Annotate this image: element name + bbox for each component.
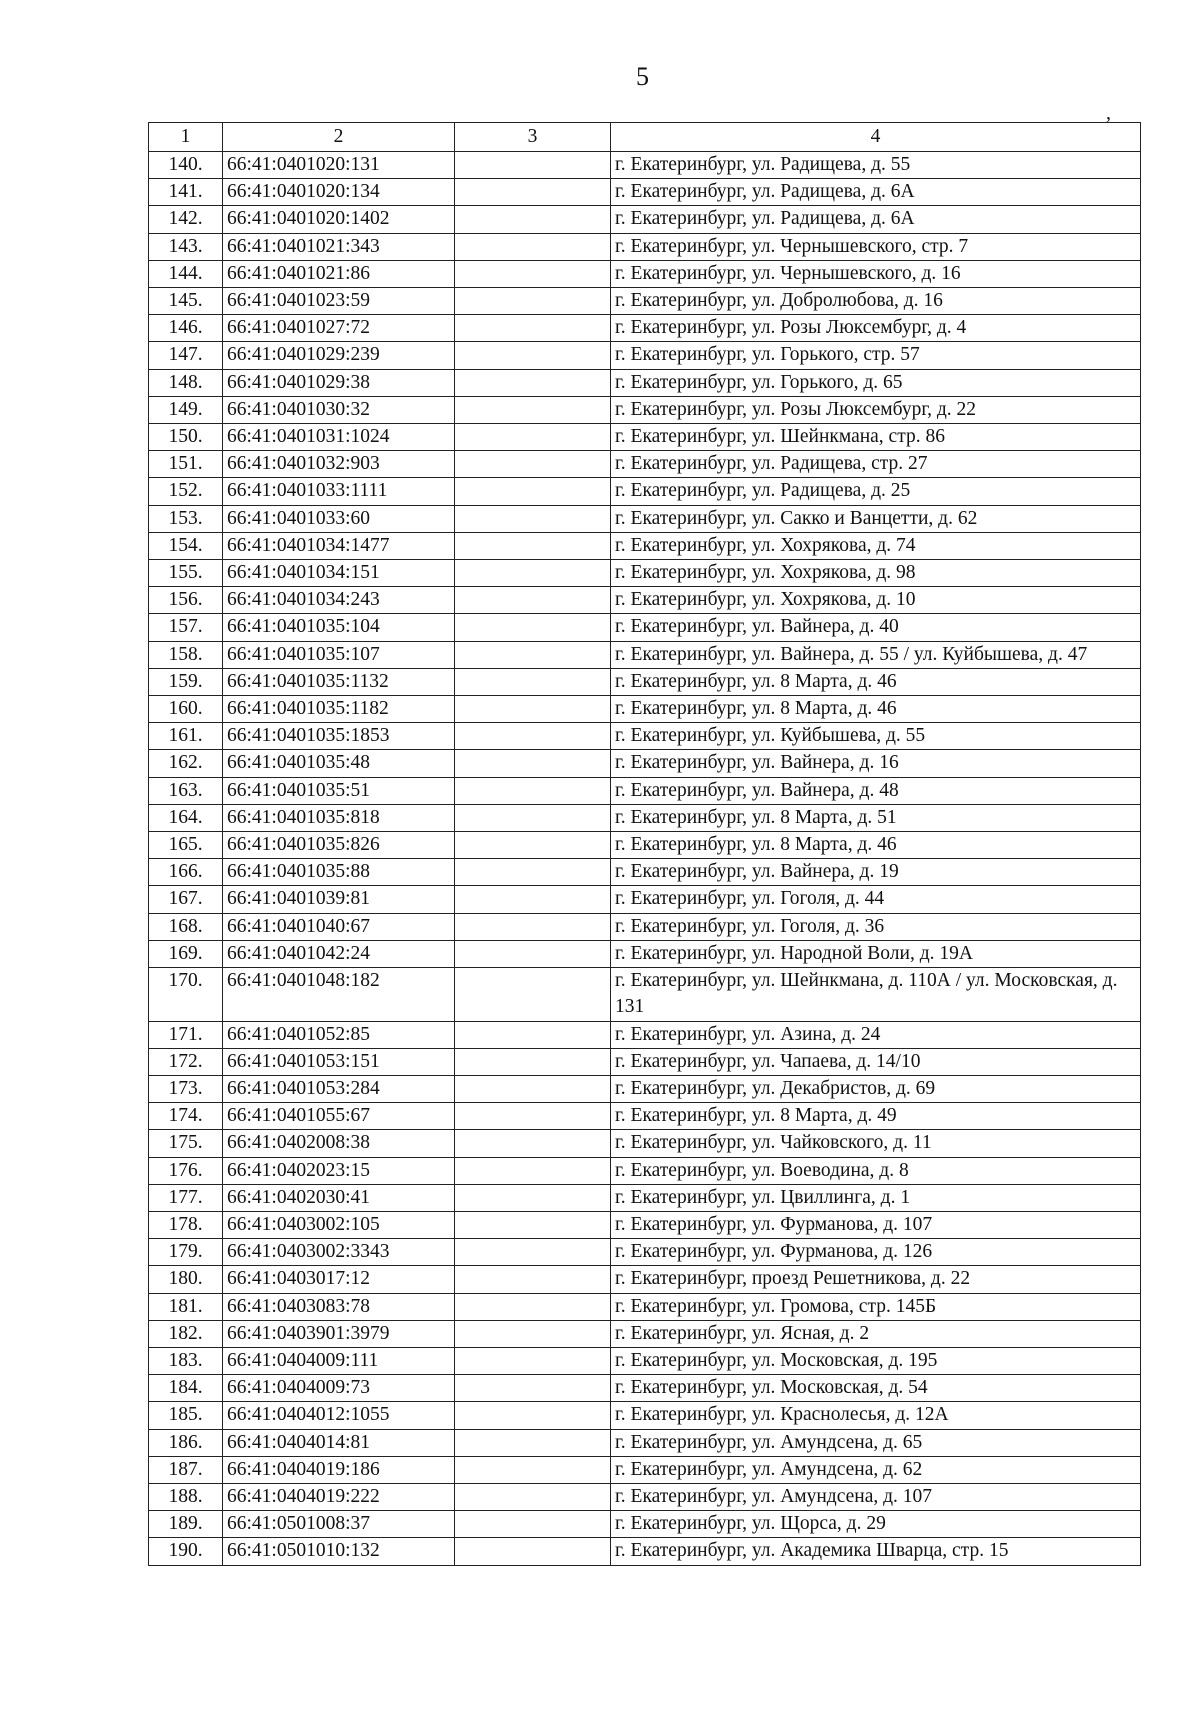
row-number-cell: 182. <box>149 1320 223 1347</box>
table-row <box>149 451 1141 478</box>
table-row <box>149 1347 1141 1374</box>
cadastral-number-cell: 66:41:0404019:186 <box>223 1456 455 1483</box>
column-3-cell <box>455 1456 611 1483</box>
table-row <box>149 1375 1141 1402</box>
column-3-cell <box>455 1211 611 1238</box>
address-cell: г. Екатеринбург, ул. 8 Марта, д. 46 <box>611 696 1141 723</box>
column-3-cell <box>455 424 611 451</box>
cadastral-number-cell: 66:41:0401048:182 <box>223 968 455 1021</box>
column-3-cell <box>455 1402 611 1429</box>
table-row <box>149 1157 1141 1184</box>
cadastral-number-cell: 66:41:0401029:38 <box>223 369 455 396</box>
row-number-cell: 162. <box>149 750 223 777</box>
address-cell: г. Екатеринбург, ул. Хохрякова, д. 98 <box>611 560 1141 587</box>
table-row <box>149 315 1141 342</box>
cadastral-number-cell: 66:41:0401021:343 <box>223 233 455 260</box>
address-cell: г. Екатеринбург, ул. Краснолесья, д. 12А <box>611 1402 1141 1429</box>
cadastral-number-cell: 66:41:0401035:88 <box>223 859 455 886</box>
row-number-cell: 156. <box>149 587 223 614</box>
row-number-cell: 148. <box>149 369 223 396</box>
address-cell: г. Екатеринбург, ул. Чернышевского, стр. 7 <box>611 233 1141 260</box>
table-row <box>149 940 1141 967</box>
cadastral-number-cell: 66:41:0402030:41 <box>223 1184 455 1211</box>
table-row <box>149 1184 1141 1211</box>
table-row <box>149 260 1141 287</box>
address-cell: г. Екатеринбург, ул. Вайнера, д. 40 <box>611 614 1141 641</box>
stray-mark: , <box>1106 102 1111 124</box>
column-3-cell <box>455 1239 611 1266</box>
table-row <box>149 668 1141 695</box>
address-cell: г. Екатеринбург, ул. Московская, д. 54 <box>611 1375 1141 1402</box>
row-number-cell: 180. <box>149 1266 223 1293</box>
row-number-cell: 173. <box>149 1075 223 1102</box>
column-3-cell <box>455 668 611 695</box>
row-number-cell: 161. <box>149 723 223 750</box>
cadastral-number-cell: 66:41:0402023:15 <box>223 1157 455 1184</box>
address-cell: г. Екатеринбург, ул. Фурманова, д. 107 <box>611 1211 1141 1238</box>
row-number-cell: 160. <box>149 696 223 723</box>
row-number-cell: 154. <box>149 532 223 559</box>
header-cell-2: 2 <box>223 123 455 152</box>
column-3-cell <box>455 777 611 804</box>
table-row <box>149 206 1141 233</box>
column-3-cell <box>455 260 611 287</box>
address-cell: г. Екатеринбург, ул. Радищева, д. 25 <box>611 478 1141 505</box>
cadastral-number-cell: 66:41:0401032:903 <box>223 451 455 478</box>
row-number-cell: 174. <box>149 1103 223 1130</box>
address-cell: г. Екатеринбург, ул. Воеводина, д. 8 <box>611 1157 1141 1184</box>
cadastral-number-cell: 66:41:0404014:81 <box>223 1429 455 1456</box>
table-row <box>149 342 1141 369</box>
column-3-cell <box>455 1103 611 1130</box>
address-cell: г. Екатеринбург, ул. Куйбышева, д. 55 <box>611 723 1141 750</box>
column-3-cell <box>455 1511 611 1538</box>
row-number-cell: 143. <box>149 233 223 260</box>
page-number: 5 <box>636 62 649 91</box>
column-3-cell <box>455 1266 611 1293</box>
row-number-cell: 188. <box>149 1483 223 1510</box>
row-number-cell: 151. <box>149 451 223 478</box>
cadastral-number-cell: 66:41:0401039:81 <box>223 886 455 913</box>
column-3-cell <box>455 1130 611 1157</box>
cadastral-number-cell: 66:41:0401030:32 <box>223 396 455 423</box>
row-number-cell: 150. <box>149 424 223 451</box>
address-cell: г. Екатеринбург, ул. Сакко и Ванцетти, д. 62 <box>611 505 1141 532</box>
row-number-cell: 184. <box>149 1375 223 1402</box>
cadastral-number-cell: 66:41:0403083:78 <box>223 1293 455 1320</box>
address-cell: г. Екатеринбург, ул. Народной Воли, д. 19А <box>611 940 1141 967</box>
cadastral-number-cell: 66:41:0401040:67 <box>223 913 455 940</box>
column-3-cell <box>455 968 611 1021</box>
table-row <box>149 505 1141 532</box>
cadastral-number-cell: 66:41:0401035:48 <box>223 750 455 777</box>
column-3-cell <box>455 478 611 505</box>
row-number-cell: 166. <box>149 859 223 886</box>
cadastral-number-cell: 66:41:0401020:1402 <box>223 206 455 233</box>
table-row <box>149 396 1141 423</box>
column-3-cell <box>455 696 611 723</box>
table-row <box>149 1456 1141 1483</box>
table-row <box>149 1483 1141 1510</box>
address-cell: г. Екатеринбург, ул. Фурманова, д. 126 <box>611 1239 1141 1266</box>
column-3-cell <box>455 1075 611 1102</box>
address-cell: г. Екатеринбург, ул. Вайнера, д. 48 <box>611 777 1141 804</box>
table-row <box>149 723 1141 750</box>
address-cell: г. Екатеринбург, ул. Добролюбова, д. 16 <box>611 288 1141 315</box>
row-number-cell: 169. <box>149 940 223 967</box>
address-cell: г. Екатеринбург, ул. Вайнера, д. 19 <box>611 859 1141 886</box>
table-row <box>149 1538 1141 1565</box>
address-cell: г. Екатеринбург, ул. Московская, д. 195 <box>611 1347 1141 1374</box>
row-number-cell: 187. <box>149 1456 223 1483</box>
cadastral-number-cell: 66:41:0401052:85 <box>223 1021 455 1048</box>
column-3-cell <box>455 206 611 233</box>
row-number-cell: 140. <box>149 152 223 179</box>
table-row <box>149 696 1141 723</box>
column-3-cell <box>455 288 611 315</box>
address-cell: г. Екатеринбург, ул. Хохрякова, д. 10 <box>611 587 1141 614</box>
column-3-cell <box>455 396 611 423</box>
column-3-cell <box>455 1021 611 1048</box>
column-3-cell <box>455 1184 611 1211</box>
column-3-cell <box>455 1483 611 1510</box>
table-row <box>149 1048 1141 1075</box>
cadastral-number-cell: 66:41:0401034:1477 <box>223 532 455 559</box>
address-cell: г. Екатеринбург, ул. Чайковского, д. 11 <box>611 1130 1141 1157</box>
row-number-cell: 155. <box>149 560 223 587</box>
column-3-cell <box>455 750 611 777</box>
address-cell: г. Екатеринбург, ул. Амундсена, д. 62 <box>611 1456 1141 1483</box>
cadastral-number-cell: 66:41:0401053:284 <box>223 1075 455 1102</box>
row-number-cell: 190. <box>149 1538 223 1565</box>
column-3-cell <box>455 886 611 913</box>
address-cell: г. Екатеринбург, ул. Гоголя, д. 44 <box>611 886 1141 913</box>
table-row <box>149 750 1141 777</box>
header-row <box>149 123 1141 152</box>
table-row <box>149 1511 1141 1538</box>
table-body <box>149 152 1141 1566</box>
cadastral-number-cell: 66:41:0401055:67 <box>223 1103 455 1130</box>
column-3-cell <box>455 369 611 396</box>
cadastral-number-cell: 66:41:0401035:1182 <box>223 696 455 723</box>
address-cell: г. Екатеринбург, ул. Академика Шварца, стр. 15 <box>611 1538 1141 1565</box>
column-3-cell <box>455 804 611 831</box>
row-number-cell: 181. <box>149 1293 223 1320</box>
column-3-cell <box>455 1293 611 1320</box>
column-3-cell <box>455 451 611 478</box>
row-number-cell: 141. <box>149 179 223 206</box>
row-number-cell: 159. <box>149 668 223 695</box>
cadastral-number-cell: 66:41:0403017:12 <box>223 1266 455 1293</box>
table-row <box>149 1211 1141 1238</box>
table-row <box>149 560 1141 587</box>
row-number-cell: 177. <box>149 1184 223 1211</box>
address-cell: г. Екатеринбург, ул. Ясная, д. 2 <box>611 1320 1141 1347</box>
row-number-cell: 165. <box>149 832 223 859</box>
cadastral-number-cell: 66:41:0401020:134 <box>223 179 455 206</box>
address-cell: г. Екатеринбург, ул. 8 Марта, д. 46 <box>611 832 1141 859</box>
cadastral-number-cell: 66:41:0403002:105 <box>223 1211 455 1238</box>
address-cell: г. Екатеринбург, ул. 8 Марта, д. 51 <box>611 804 1141 831</box>
row-number-cell: 153. <box>149 505 223 532</box>
row-number-cell: 186. <box>149 1429 223 1456</box>
table-row <box>149 1293 1141 1320</box>
column-3-cell <box>455 587 611 614</box>
address-cell: г. Екатеринбург, ул. Шейнкмана, стр. 86 <box>611 424 1141 451</box>
row-number-cell: 170. <box>149 968 223 1021</box>
table-row <box>149 369 1141 396</box>
table-row <box>149 1239 1141 1266</box>
table-row <box>149 1266 1141 1293</box>
cadastral-number-cell: 66:41:0401031:1024 <box>223 424 455 451</box>
row-number-cell: 152. <box>149 478 223 505</box>
cadastral-number-cell: 66:41:0401021:86 <box>223 260 455 287</box>
column-3-cell <box>455 1320 611 1347</box>
address-cell: г. Екатеринбург, ул. Радищева, стр. 27 <box>611 451 1141 478</box>
row-number-cell: 147. <box>149 342 223 369</box>
cadastral-number-cell: 66:41:0401034:243 <box>223 587 455 614</box>
row-number-cell: 157. <box>149 614 223 641</box>
cadastral-number-cell: 66:41:0404009:73 <box>223 1375 455 1402</box>
table-row <box>149 641 1141 668</box>
table-row <box>149 804 1141 831</box>
row-number-cell: 185. <box>149 1402 223 1429</box>
address-cell: г. Екатеринбург, ул. Хохрякова, д. 74 <box>611 532 1141 559</box>
cadastral-number-cell: 66:41:0404009:111 <box>223 1347 455 1374</box>
column-3-cell <box>455 1157 611 1184</box>
column-3-cell <box>455 152 611 179</box>
column-3-cell <box>455 832 611 859</box>
registry-table <box>148 122 1141 1566</box>
row-number-cell: 145. <box>149 288 223 315</box>
address-cell: г. Екатеринбург, ул. Радищева, д. 6А <box>611 179 1141 206</box>
address-cell: г. Екатеринбург, ул. 8 Марта, д. 49 <box>611 1103 1141 1130</box>
header-cell-4: 4 <box>611 123 1141 152</box>
table-row <box>149 859 1141 886</box>
table-row <box>149 233 1141 260</box>
row-number-cell: 176. <box>149 1157 223 1184</box>
cadastral-number-cell: 66:41:0402008:38 <box>223 1130 455 1157</box>
cadastral-number-cell: 66:41:0401029:239 <box>223 342 455 369</box>
row-number-cell: 144. <box>149 260 223 287</box>
column-3-cell <box>455 1538 611 1565</box>
cadastral-number-cell: 66:41:0501008:37 <box>223 1511 455 1538</box>
table-row <box>149 1402 1141 1429</box>
address-cell: г. Екатеринбург, проезд Решетникова, д. 22 <box>611 1266 1141 1293</box>
table-row <box>149 1103 1141 1130</box>
table-row <box>149 777 1141 804</box>
row-number-cell: 172. <box>149 1048 223 1075</box>
table-row <box>149 968 1141 1021</box>
cadastral-number-cell: 66:41:0401020:131 <box>223 152 455 179</box>
column-3-cell <box>455 315 611 342</box>
address-cell: г. Екатеринбург, ул. Вайнера, д. 55 / ул. Куйбышева, д. 47 <box>611 641 1141 668</box>
row-number-cell: 142. <box>149 206 223 233</box>
address-cell: г. Екатеринбург, ул. Горького, д. 65 <box>611 369 1141 396</box>
row-number-cell: 183. <box>149 1347 223 1374</box>
address-cell: г. Екатеринбург, ул. 8 Марта, д. 46 <box>611 668 1141 695</box>
table-row <box>149 1130 1141 1157</box>
table-row <box>149 614 1141 641</box>
column-3-cell <box>455 1375 611 1402</box>
table-row <box>149 1075 1141 1102</box>
row-number-cell: 168. <box>149 913 223 940</box>
cadastral-number-cell: 66:41:0404012:1055 <box>223 1402 455 1429</box>
column-3-cell <box>455 913 611 940</box>
address-cell: г. Екатеринбург, ул. Радищева, д. 6А <box>611 206 1141 233</box>
column-3-cell <box>455 859 611 886</box>
address-cell: г. Екатеринбург, ул. Амундсена, д. 65 <box>611 1429 1141 1456</box>
cadastral-number-cell: 66:41:0401035:826 <box>223 832 455 859</box>
address-cell: г. Екатеринбург, ул. Гоголя, д. 36 <box>611 913 1141 940</box>
column-3-cell <box>455 723 611 750</box>
address-cell: г. Екатеринбург, ул. Горького, стр. 57 <box>611 342 1141 369</box>
table-row <box>149 1429 1141 1456</box>
column-3-cell <box>455 233 611 260</box>
table-row <box>149 1320 1141 1347</box>
table-row <box>149 1021 1141 1048</box>
row-number-cell: 175. <box>149 1130 223 1157</box>
header-cell-1: 1 <box>149 123 223 152</box>
cadastral-number-cell: 66:41:0501010:132 <box>223 1538 455 1565</box>
cadastral-number-cell: 66:41:0401035:104 <box>223 614 455 641</box>
column-3-cell <box>455 532 611 559</box>
table-row <box>149 886 1141 913</box>
column-3-cell <box>455 179 611 206</box>
table-row <box>149 532 1141 559</box>
header-cell-3: 3 <box>455 123 611 152</box>
row-number-cell: 167. <box>149 886 223 913</box>
cadastral-number-cell: 66:41:0401053:151 <box>223 1048 455 1075</box>
address-cell: г. Екатеринбург, ул. Щорса, д. 29 <box>611 1511 1141 1538</box>
column-3-cell <box>455 940 611 967</box>
table-row <box>149 587 1141 614</box>
address-cell: г. Екатеринбург, ул. Розы Люксембург, д. 22 <box>611 396 1141 423</box>
table-row <box>149 179 1141 206</box>
table-row <box>149 832 1141 859</box>
column-3-cell <box>455 560 611 587</box>
column-3-cell <box>455 1048 611 1075</box>
table-row <box>149 913 1141 940</box>
address-cell: г. Екатеринбург, ул. Громова, стр. 145Б <box>611 1293 1141 1320</box>
address-cell: г. Екатеринбург, ул. Вайнера, д. 16 <box>611 750 1141 777</box>
cadastral-number-cell: 66:41:0403901:3979 <box>223 1320 455 1347</box>
cadastral-number-cell: 66:41:0401033:60 <box>223 505 455 532</box>
table-row <box>149 424 1141 451</box>
cadastral-number-cell: 66:41:0401035:107 <box>223 641 455 668</box>
column-3-cell <box>455 1429 611 1456</box>
row-number-cell: 146. <box>149 315 223 342</box>
column-3-cell <box>455 641 611 668</box>
row-number-cell: 189. <box>149 1511 223 1538</box>
cadastral-number-cell: 66:41:0404019:222 <box>223 1483 455 1510</box>
cadastral-number-cell: 66:41:0401035:51 <box>223 777 455 804</box>
cadastral-number-cell: 66:41:0401027:72 <box>223 315 455 342</box>
address-cell: г. Екатеринбург, ул. Чернышевского, д. 16 <box>611 260 1141 287</box>
cadastral-number-cell: 66:41:0401035:818 <box>223 804 455 831</box>
address-cell: г. Екатеринбург, ул. Чапаева, д. 14/10 <box>611 1048 1141 1075</box>
address-cell: г. Екатеринбург, ул. Розы Люксембург, д. 4 <box>611 315 1141 342</box>
column-3-cell <box>455 505 611 532</box>
table-row <box>149 152 1141 179</box>
row-number-cell: 179. <box>149 1239 223 1266</box>
cadastral-number-cell: 66:41:0401034:151 <box>223 560 455 587</box>
cadastral-number-cell: 66:41:0401035:1132 <box>223 668 455 695</box>
table-row <box>149 288 1141 315</box>
table-row <box>149 478 1141 505</box>
cadastral-number-cell: 66:41:0401042:24 <box>223 940 455 967</box>
row-number-cell: 158. <box>149 641 223 668</box>
row-number-cell: 149. <box>149 396 223 423</box>
cadastral-number-cell: 66:41:0401035:1853 <box>223 723 455 750</box>
address-cell: г. Екатеринбург, ул. Амундсена, д. 107 <box>611 1483 1141 1510</box>
row-number-cell: 178. <box>149 1211 223 1238</box>
row-number-cell: 163. <box>149 777 223 804</box>
address-cell: г. Екатеринбург, ул. Азина, д. 24 <box>611 1021 1141 1048</box>
address-cell: г. Екатеринбург, ул. Цвиллинга, д. 1 <box>611 1184 1141 1211</box>
cadastral-number-cell: 66:41:0401023:59 <box>223 288 455 315</box>
cadastral-number-cell: 66:41:0401033:1111 <box>223 478 455 505</box>
row-number-cell: 171. <box>149 1021 223 1048</box>
column-3-cell <box>455 342 611 369</box>
cadastral-number-cell: 66:41:0403002:3343 <box>223 1239 455 1266</box>
column-3-cell <box>455 1347 611 1374</box>
address-cell: г. Екатеринбург, ул. Декабристов, д. 69 <box>611 1075 1141 1102</box>
column-3-cell <box>455 614 611 641</box>
address-cell: г. Екатеринбург, ул. Радищева, д. 55 <box>611 152 1141 179</box>
row-number-cell: 164. <box>149 804 223 831</box>
address-cell: г. Екатеринбург, ул. Шейнкмана, д. 110А / ул. Московская, д. 131 <box>611 968 1141 1021</box>
